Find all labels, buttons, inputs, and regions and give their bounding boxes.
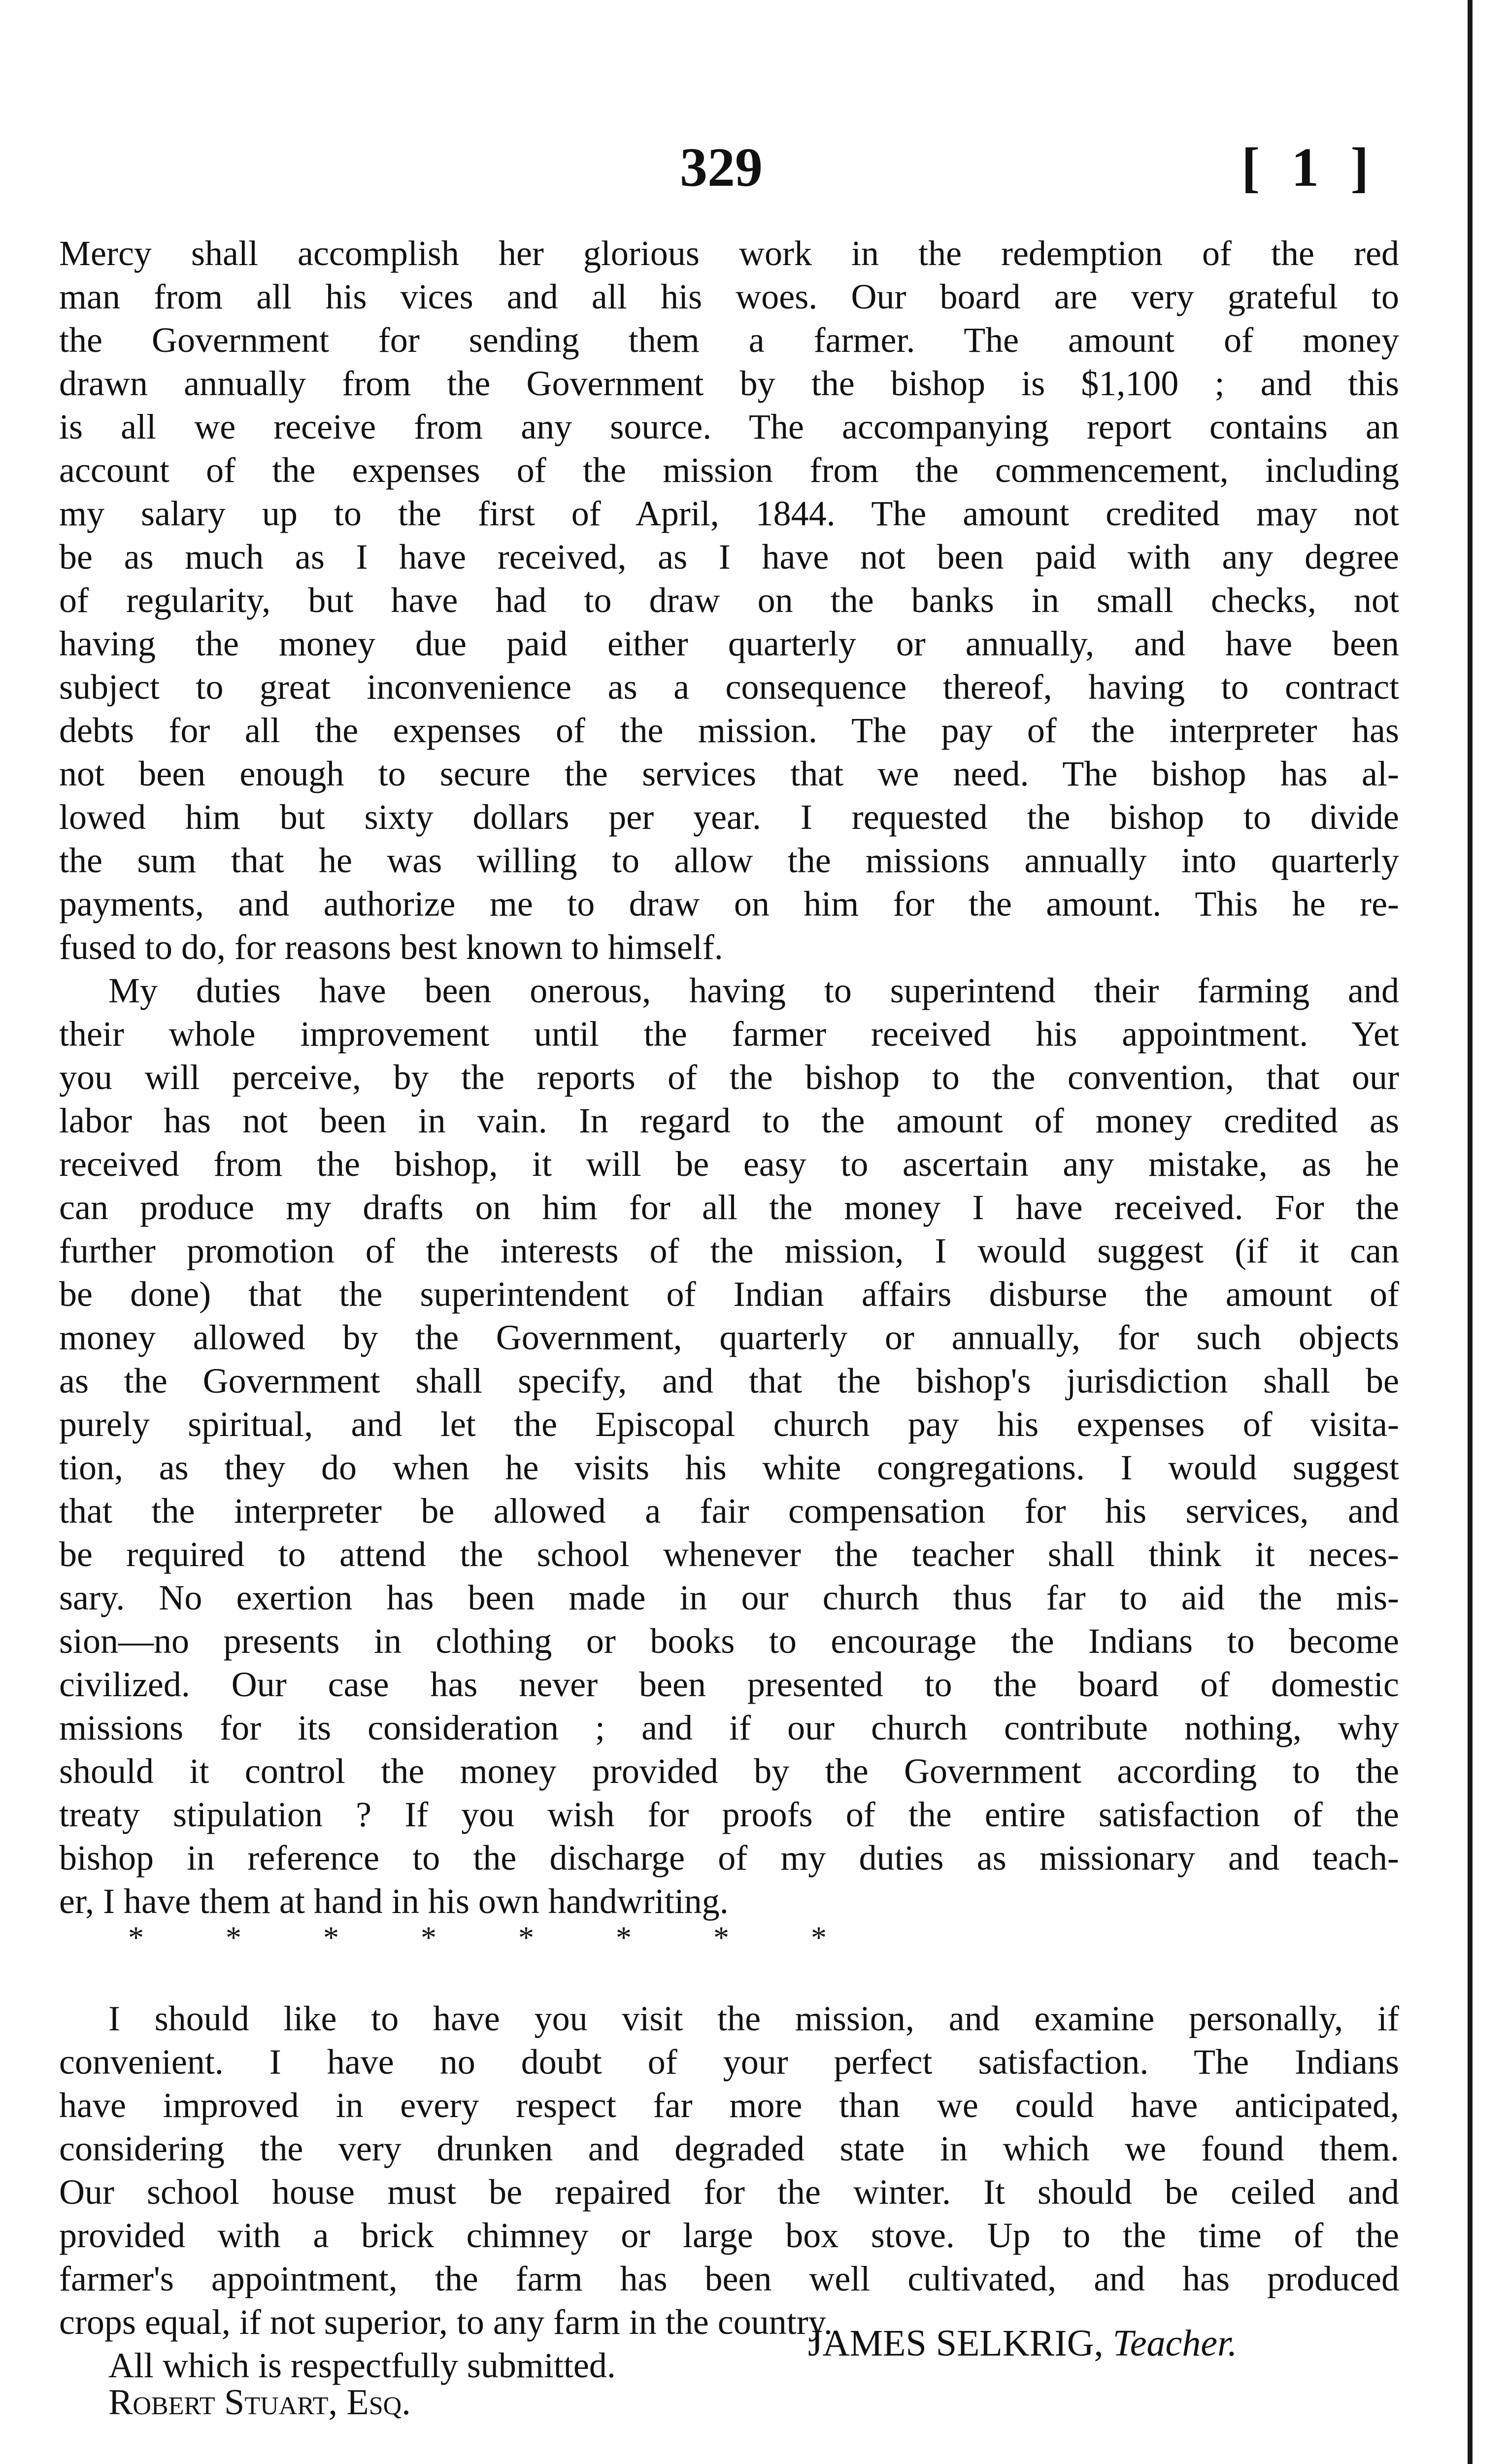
- page-number: 329: [680, 137, 763, 198]
- paragraph-3: [59, 1997, 1399, 2344]
- text-line: considering the very drunken and degraded state in which we found them.: [59, 2129, 1399, 2168]
- text-line: sary. No exertion has been made in our church thus far to aid the mis-: [59, 1578, 1399, 1617]
- text-line: be as much as I have received, as I have not been paid with any degree: [59, 537, 1399, 577]
- text-line: Mercy shall accomplish her glorious work in the redemption of the red: [59, 234, 1399, 273]
- text-line: having the money due paid either quarterly or annually, and have been: [59, 624, 1399, 663]
- letter-body: [59, 232, 1399, 2387]
- paragraph-2: [59, 969, 1399, 1923]
- text-line: My duties have been onerous, having to superintend their farming and: [108, 971, 1399, 1010]
- text-line: money allowed by the Government, quarterly or annually, for such objects: [59, 1318, 1399, 1357]
- text-line: the sum that he was willing to allow the missions annually into quarterly: [59, 841, 1399, 880]
- text-line: lowed him but sixty dollars per year. I requested the bishop to divide: [59, 797, 1399, 837]
- text-line: labor has not been in vain. In regard to the amount of money credited as: [59, 1101, 1399, 1140]
- text-line: provided with a brick chimney or large box stove. Up to the time of the: [59, 2216, 1399, 2255]
- text-line: my salary up to the first of April, 1844. The amount credited may not: [59, 494, 1399, 533]
- text-line: the Government for sending them a farmer. The amount of money: [59, 320, 1399, 360]
- text-line: fused to do, for reasons best known to himself.: [59, 927, 723, 967]
- addressee: Robert Stuart, Esq.: [108, 2382, 411, 2423]
- text-line: purely spiritual, and let the Episcopal church pay his expenses of visita-: [59, 1404, 1399, 1444]
- paragraph-1: [59, 232, 1399, 969]
- text-line: bishop in reference to the discharge of my duties as missionary and teach-: [59, 1838, 1399, 1878]
- text-line: be done) that the superintendent of Indian affairs disburse the amount of: [59, 1274, 1399, 1314]
- text-line: missions for its consideration ; and if our church contribute nothing, why: [59, 1708, 1399, 1747]
- text-line: not been enough to secure the services that we need. The bishop has al-: [59, 754, 1399, 793]
- closing-line: All which is respectfully submitted.: [108, 2346, 616, 2385]
- text-line: subject to great inconvenience as a consequence thereof, having to contract: [59, 667, 1399, 707]
- text-line: tion, as they do when he visits his white congregations. I would suggest: [59, 1448, 1399, 1487]
- text-line: man from all his vices and all his woes. Our board are very grateful to: [59, 277, 1399, 316]
- text-line: should it control the money provided by the Government according to the: [59, 1751, 1399, 1791]
- document-number: [ 1 ]: [1241, 137, 1378, 198]
- text-line: further promotion of the interests of the mission, I would suggest (if it can: [59, 1231, 1399, 1270]
- signer-role: Teacher.: [1112, 2323, 1238, 2364]
- text-line: that the interpreter be allowed a fair compensation for his services, and: [59, 1491, 1399, 1531]
- text-line: treaty stipulation ? If you wish for proofs of the entire satisfaction of the: [59, 1795, 1399, 1834]
- text-line: debts for all the expenses of the mission. The pay of the interpreter has: [59, 711, 1399, 750]
- text-line: have improved in every respect far more than we could have anticipated,: [59, 2086, 1399, 2125]
- section-divider-stars: * * * * * * * *: [128, 1920, 827, 1955]
- text-line: their whole improvement until the farmer received his appointment. Yet: [59, 1014, 1399, 1054]
- text-line: convenient. I have no doubt of your perfect satisfaction. The Indians: [59, 2042, 1399, 2082]
- paragraph-spacer: [59, 1952, 1399, 1997]
- text-line: drawn annually from the Government by the bishop is $1,100 ; and this: [59, 364, 1399, 403]
- text-line: as the Government shall specify, and that the bishop's jurisdiction shall be: [59, 1361, 1399, 1401]
- text-line: Our school house must be repaired for the winter. It should be ceiled and: [59, 2172, 1399, 2212]
- text-line: er, I have them at hand in his own handwriting.: [59, 1882, 729, 1921]
- text-line: sion—no presents in clothing or books to encourage the Indians to become: [59, 1621, 1399, 1661]
- text-line: of regularity, but have had to draw on the banks in small checks, not: [59, 581, 1399, 620]
- text-line: you will perceive, by the reports of the bishop to the convention, that our: [59, 1058, 1399, 1097]
- page-border-line: [1468, 0, 1473, 2464]
- text-line: received from the bishop, it will be easy to ascertain any mistake, as he: [59, 1144, 1399, 1184]
- text-line: be required to attend the school whenever the teacher shall think it neces-: [59, 1535, 1399, 1574]
- text-line: I should like to have you visit the mission, and examine personally, if: [108, 1999, 1399, 2038]
- signature-block: [808, 2321, 1237, 2365]
- text-line: civilized. Our case has never been presented to the board of domestic: [59, 1665, 1399, 1704]
- text-line: farmer's appointment, the farm has been well cultivated, and has produced: [59, 2259, 1399, 2298]
- text-line: can produce my drafts on him for all the money I have received. For the: [59, 1188, 1399, 1227]
- signer-name: JAMES SELKRIG,: [808, 2323, 1104, 2364]
- text-line: payments, and authorize me to draw on him for the amount. This he re-: [59, 884, 1399, 924]
- text-line: account of the expenses of the mission from the commencement, including: [59, 450, 1399, 490]
- text-line: crops equal, if not superior, to any farm in the country.: [59, 2302, 833, 2342]
- page-header: [0, 133, 1507, 202]
- text-line: is all we receive from any source. The accompanying report contains an: [59, 407, 1399, 446]
